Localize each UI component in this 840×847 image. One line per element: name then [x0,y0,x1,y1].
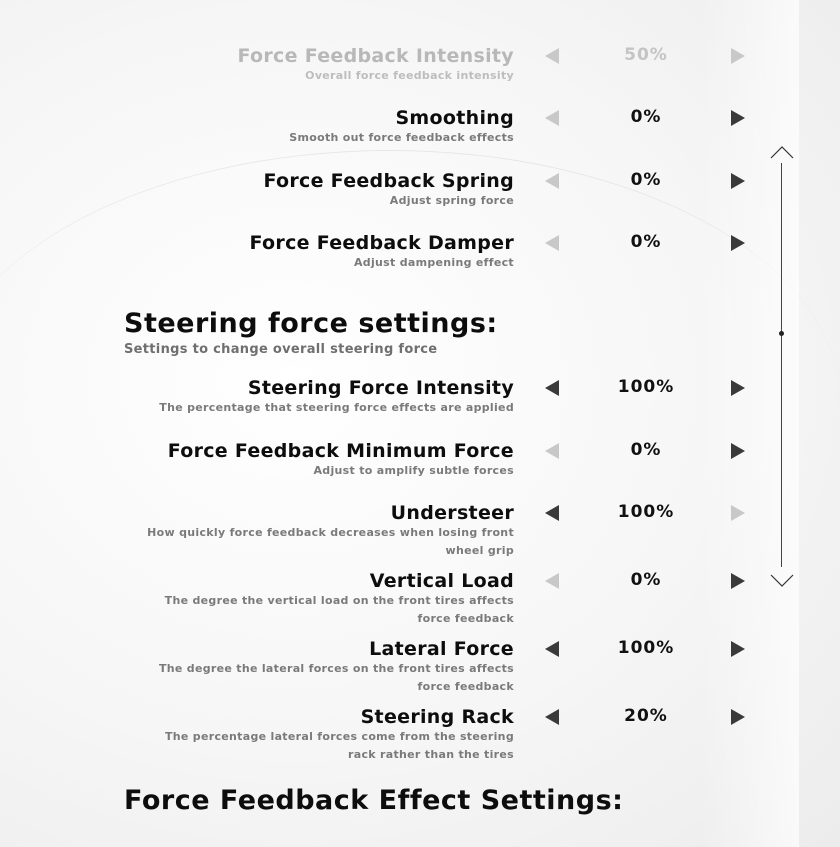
option-value: 0% [630,170,662,190]
option-description: Adjust dampening effect [353,256,514,269]
option-label-block [94,232,514,272]
arrow-left-icon[interactable] [545,235,559,251]
section-title: Steering force settings: [124,308,498,339]
option-value: 0% [630,232,662,252]
option-label-block [94,706,514,764]
section-subtitle: Settings to change overall steering force [124,342,438,357]
next-section-title: Force Feedback Effect Settings: [124,785,624,816]
option-description: Adjust to amplify subtle forces [313,464,514,477]
arrow-left-icon[interactable] [545,173,559,189]
arrow-left-icon[interactable] [545,48,559,64]
chevron-up-icon[interactable] [770,145,794,159]
option-title: Smoothing [395,107,514,129]
option-label-block [94,377,514,417]
arrow-right-icon[interactable] [731,641,745,657]
option-description: Adjust spring force [389,194,514,207]
option-description: How quickly force feedback decreases when losing front [147,526,514,539]
option-label-block [94,570,514,628]
steering-section-header [124,309,498,359]
option-description: Overall force feedback intensity [305,69,514,82]
option-value: 0% [630,440,662,460]
option-description: force feedback [417,680,514,693]
option-title: Force Feedback Intensity [237,45,514,67]
option-description: wheel grip [445,544,514,557]
arrow-left-icon[interactable] [545,443,559,459]
option-value: 0% [630,107,662,127]
option-label-block [94,107,514,147]
option-title: Steering Rack [360,706,514,728]
option-description: Smooth out force feedback effects [289,131,514,144]
option-value: 100% [617,502,675,522]
option-value: 100% [617,377,675,397]
option-value: 50% [624,45,668,65]
arrow-right-icon[interactable] [731,48,745,64]
arrow-right-icon[interactable] [731,110,745,126]
option-value: 0% [630,570,662,590]
option-title: Force Feedback Damper [249,232,514,254]
scrollbar-track[interactable] [781,163,782,567]
arrow-left-icon[interactable] [545,380,559,396]
arrow-right-icon[interactable] [731,505,745,521]
arrow-left-icon[interactable] [545,573,559,589]
arrow-right-icon[interactable] [731,173,745,189]
option-description: The degree the lateral forces on the front tires affects [158,662,514,675]
chevron-down-icon[interactable] [770,574,794,588]
option-value: 20% [624,706,668,726]
option-title: Force Feedback Minimum Force [167,440,514,462]
arrow-left-icon[interactable] [545,709,559,725]
option-label-block [94,170,514,210]
scrollbar-thumb[interactable] [779,331,784,336]
arrow-right-icon[interactable] [731,380,745,396]
option-description: The percentage that steering force effects are applied [159,401,514,414]
option-description: rack rather than the tires [348,748,514,761]
option-description: The percentage lateral forces come from the steering [164,730,514,743]
arrow-right-icon[interactable] [731,443,745,459]
arrow-right-icon[interactable] [731,573,745,589]
arrow-right-icon[interactable] [731,709,745,725]
option-label-block [94,502,514,560]
option-value: 100% [617,638,675,658]
option-description: force feedback [417,612,514,625]
option-label-block [94,440,514,480]
option-title: Steering Force Intensity [247,377,514,399]
option-description: The degree the vertical load on the front tires affects [164,594,514,607]
option-title: Lateral Force [369,638,514,660]
option-title: Understeer [390,502,514,524]
option-label-block [94,638,514,696]
arrow-left-icon[interactable] [545,641,559,657]
option-label-block [94,45,514,85]
arrow-left-icon[interactable] [545,505,559,521]
background-panel [700,0,799,847]
option-title: Vertical Load [369,570,514,592]
option-title: Force Feedback Spring [263,170,514,192]
arrow-left-icon[interactable] [545,110,559,126]
arrow-right-icon[interactable] [731,235,745,251]
